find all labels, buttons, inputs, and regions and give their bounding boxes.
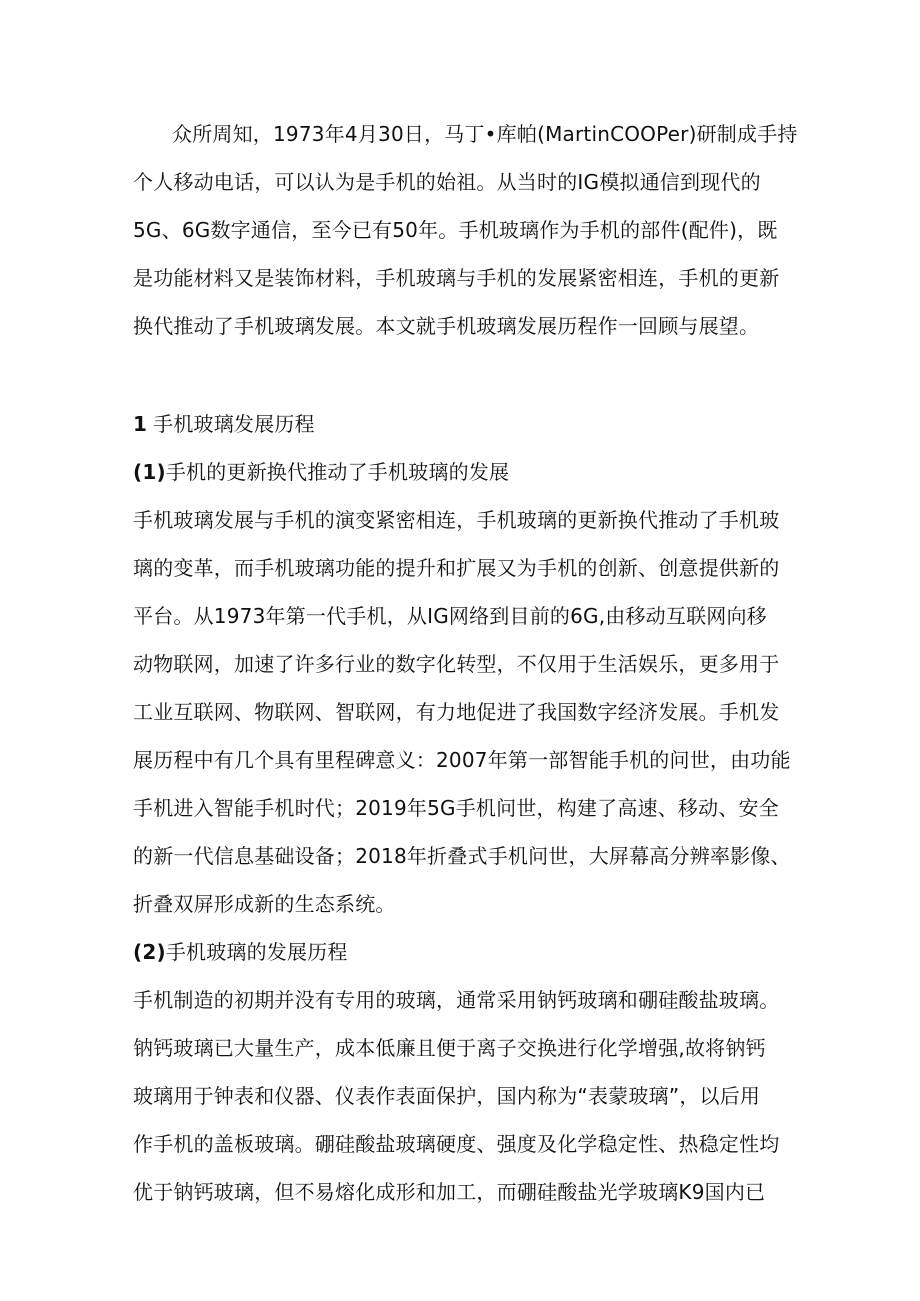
intro-line-1: 众所周知，1973年4月30日，马丁•库帕(MartinCOOPer)研制成手持 xyxy=(172,122,798,146)
para1-line-5: 工业互联网、物联网、智联网，有力地促进了我国数字经济发展。手机发 xyxy=(133,700,780,724)
para1-line-8: 的新一代信息基础设备；2018年折叠式手机问世，大屏幕高分辨率影像、 xyxy=(133,844,791,868)
subheading-2-title: 手机玻璃的发展历程 xyxy=(165,940,348,964)
para1-line-1: 手机玻璃发展与手机的演变紧密相连，手机玻璃的更新换代推动了手机玻 xyxy=(133,508,780,532)
para1-line-3: 平台。从1973年第一代手机，从IG网络到目前的6G,由移动互联网向移 xyxy=(133,604,767,628)
para1-line-6: 展历程中有几个具有里程碑意义：2007年第一部智能手机的问世，由功能 xyxy=(133,748,791,772)
subheading-1 xyxy=(133,458,509,486)
subheading-1-title: 手机的更新换代推动了手机玻璃的发展 xyxy=(165,460,510,484)
para1-line-4: 动物联网，加速了许多行业的数字化转型，不仅用于生活娱乐，更多用于 xyxy=(133,652,780,676)
para1-line-2: 璃的变革，而手机玻璃功能的提升和扩展又为手机的创新、创意提供新的 xyxy=(133,556,780,580)
para2-line-4: 作手机的盖板玻璃。硼硅酸盐玻璃硬度、强度及化学稳定性、热稳定性均 xyxy=(133,1132,780,1156)
section-heading-1 xyxy=(133,410,315,438)
subheading-2 xyxy=(133,938,348,966)
para2-line-1: 手机制造的初期并没有专用的玻璃，通常采用钠钙玻璃和硼硅酸盐玻璃。 xyxy=(133,988,780,1012)
section-number: 1 xyxy=(133,412,148,436)
subheading-2-number: (2) xyxy=(133,940,166,964)
subheading-1-number: (1) xyxy=(133,460,166,484)
intro-line-2: 个人移动电话，可以认为是手机的始祖。从当时的IG模拟通信到现代的 xyxy=(133,170,761,194)
intro-line-4: 是功能材料又是装饰材料，手机玻璃与手机的发展紧密相连，手机的更新 xyxy=(133,266,780,290)
para1-line-7: 手机进入智能手机时代；2019年5G手机问世，构建了高速、移动、安全 xyxy=(133,796,779,820)
para1-line-9: 折叠双屏形成新的生态系统。 xyxy=(133,892,396,916)
para2-line-5: 优于钠钙玻璃，但不易熔化成形和加工，而硼硅酸盐光学玻璃K9国内已 xyxy=(133,1180,766,1204)
intro-line-5: 换代推动了手机玻璃发展。本文就手机玻璃发展历程作一回顾与展望。 xyxy=(133,314,760,338)
intro-line-3: 5G、6G数字通信，至今已有50年。手机玻璃作为手机的部件(配件)，既 xyxy=(133,218,778,242)
para2-line-2: 钠钙玻璃已大量生产，成本低廉且便于离子交换进行化学增强,故将钠钙 xyxy=(133,1036,766,1060)
section-title: 手机玻璃发展历程 xyxy=(153,412,315,436)
para2-line-3: 玻璃用于钟表和仪器、仪表作表面保护，国内称为“表蒙玻璃”，以后用 xyxy=(133,1084,761,1108)
